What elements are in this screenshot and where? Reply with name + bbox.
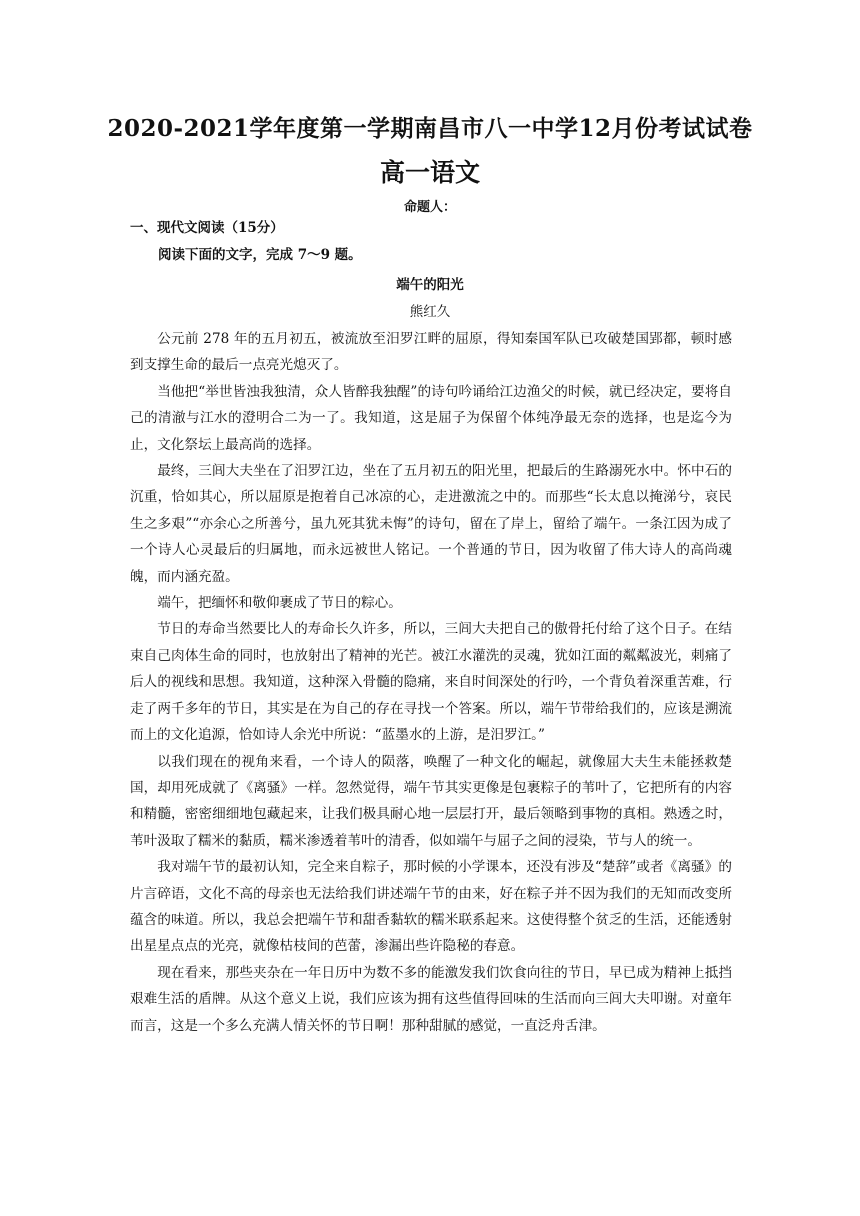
article-body (130, 326, 732, 1039)
paragraph: 最终，三闾大夫坐在了汨罗江边，坐在了五月初五的阳光里，把最后的生路溺死水中。怀中石的沉重，恰如其心，所以屈原是抱着自己冰凉的心，走进激流之中的。而那些“长太息以掩涕兮，哀民生之多艰”“亦余心之所善兮，虽九死其犹未悔”的诗句，留在了岸上，留给了端午。一条江因为成了一个诗人心灵最后的归属地，而永远被世人铭记。一个普通的节日，因为收留了伟大诗人的高尚魂魄，而内涵充盈。 (130, 463, 732, 585)
paragraph: 公元前 278 年的五月初五，被流放至汨罗江畔的屈原，得知秦国军队已攻破楚国郢都，顿时感到支撑生命的最后一点亮光熄灭了。 (130, 331, 732, 374)
article-title: 端午的阳光 (396, 277, 464, 293)
section-heading: 一、现代文阅读（15分） (130, 220, 284, 236)
paragraph: 现在看来，那些夹杂在一年日历中为数不多的能激发我们饮食向往的节日，早已成为精神上抵挡艰难生活的盾牌。从这个意义上说，我们应该为拥有这些值得回味的生活而向三闾大夫叩谢。对童年而言，这是一个多么充满人情关怀的节日啊！那种甜腻的感觉，一直泛舟舌津。 (130, 964, 732, 1034)
subject-title: 高一语文 (379, 158, 480, 187)
reading-instruction: 阅读下面的文字，完成 7～9 题。 (158, 247, 362, 263)
paragraph: 节日的寿命当然要比人的寿命长久许多，所以，三闾大夫把自己的傲骨托付给了这个日子。在结束自己肉体生命的同时，也放射出了精神的光芒。被江水灌洗的灵魂，犹如江面的粼粼波光，刺痛了后人的视线和思想。我知道，这种深入骨髓的隐痛，来自时间深处的行吟，一个背负着深重苦难，行走了两千多年的节日，其实是在为自己的存在寻找一个答案。所以，端午节带给我们的，应该是溯流而上的文化追源，恰如诗人余光中所说：“蓝墨水的上游，是汨罗江。” (130, 621, 732, 744)
paragraph: 端午，把缅怀和敬仰裹成了节日的粽心。 (157, 595, 402, 612)
article-author: 熊红久 (409, 304, 451, 320)
paragraph: 我对端午节的最初认知，完全来自粽子，那时候的小学课本，还没有涉及“楚辞”或者《离骚》的片言碎语，文化不高的母亲也无法给我们讲述端午节的由来，好在粽子并不因为我们的无知而改变所蕴含的味道。所以，我总会把端午节和甜香黏软的糯米联系起来。这使得整个贫乏的生活，还能透射出星星点点的光亮，就像枯枝间的芭蕾，渗漏出些许隐秘的春意。 (130, 859, 732, 955)
paragraph: 以我们现在的视角来看，一个诗人的陨落，唤醒了一种文化的崛起，就像屈大夫生未能拯救楚国，却用死成就了《离骚》一样。忽然觉得，端午节其实更像是包裹粽子的苇叶了，它把所有的内容和精髓，密密细细地包藏起来，让我们极具耐心地一层层打开，最后领略到事物的真相。熟透之时，苇叶汲取了糯米的黏质，糯米渗透着苇叶的清香，似如端午与屈子之间的浸染，节与人的统一。 (130, 753, 732, 849)
exam-title: 2020-2021学年度第一学期南昌市八一中学12月份考试试卷 (107, 115, 753, 142)
question-author-line: 命题人： (403, 200, 456, 215)
paragraph: 当他把“举世皆浊我独清，众人皆醉我独醒”的诗句吟诵给江边渔父的时候，就已经决定，要将自己的清澈与江水的澄明合二为一了。我知道，这是屈子为保留个体纯净最无奈的选择，也是迄今为止，文化祭坛上最高尚的选择。 (130, 383, 732, 453)
